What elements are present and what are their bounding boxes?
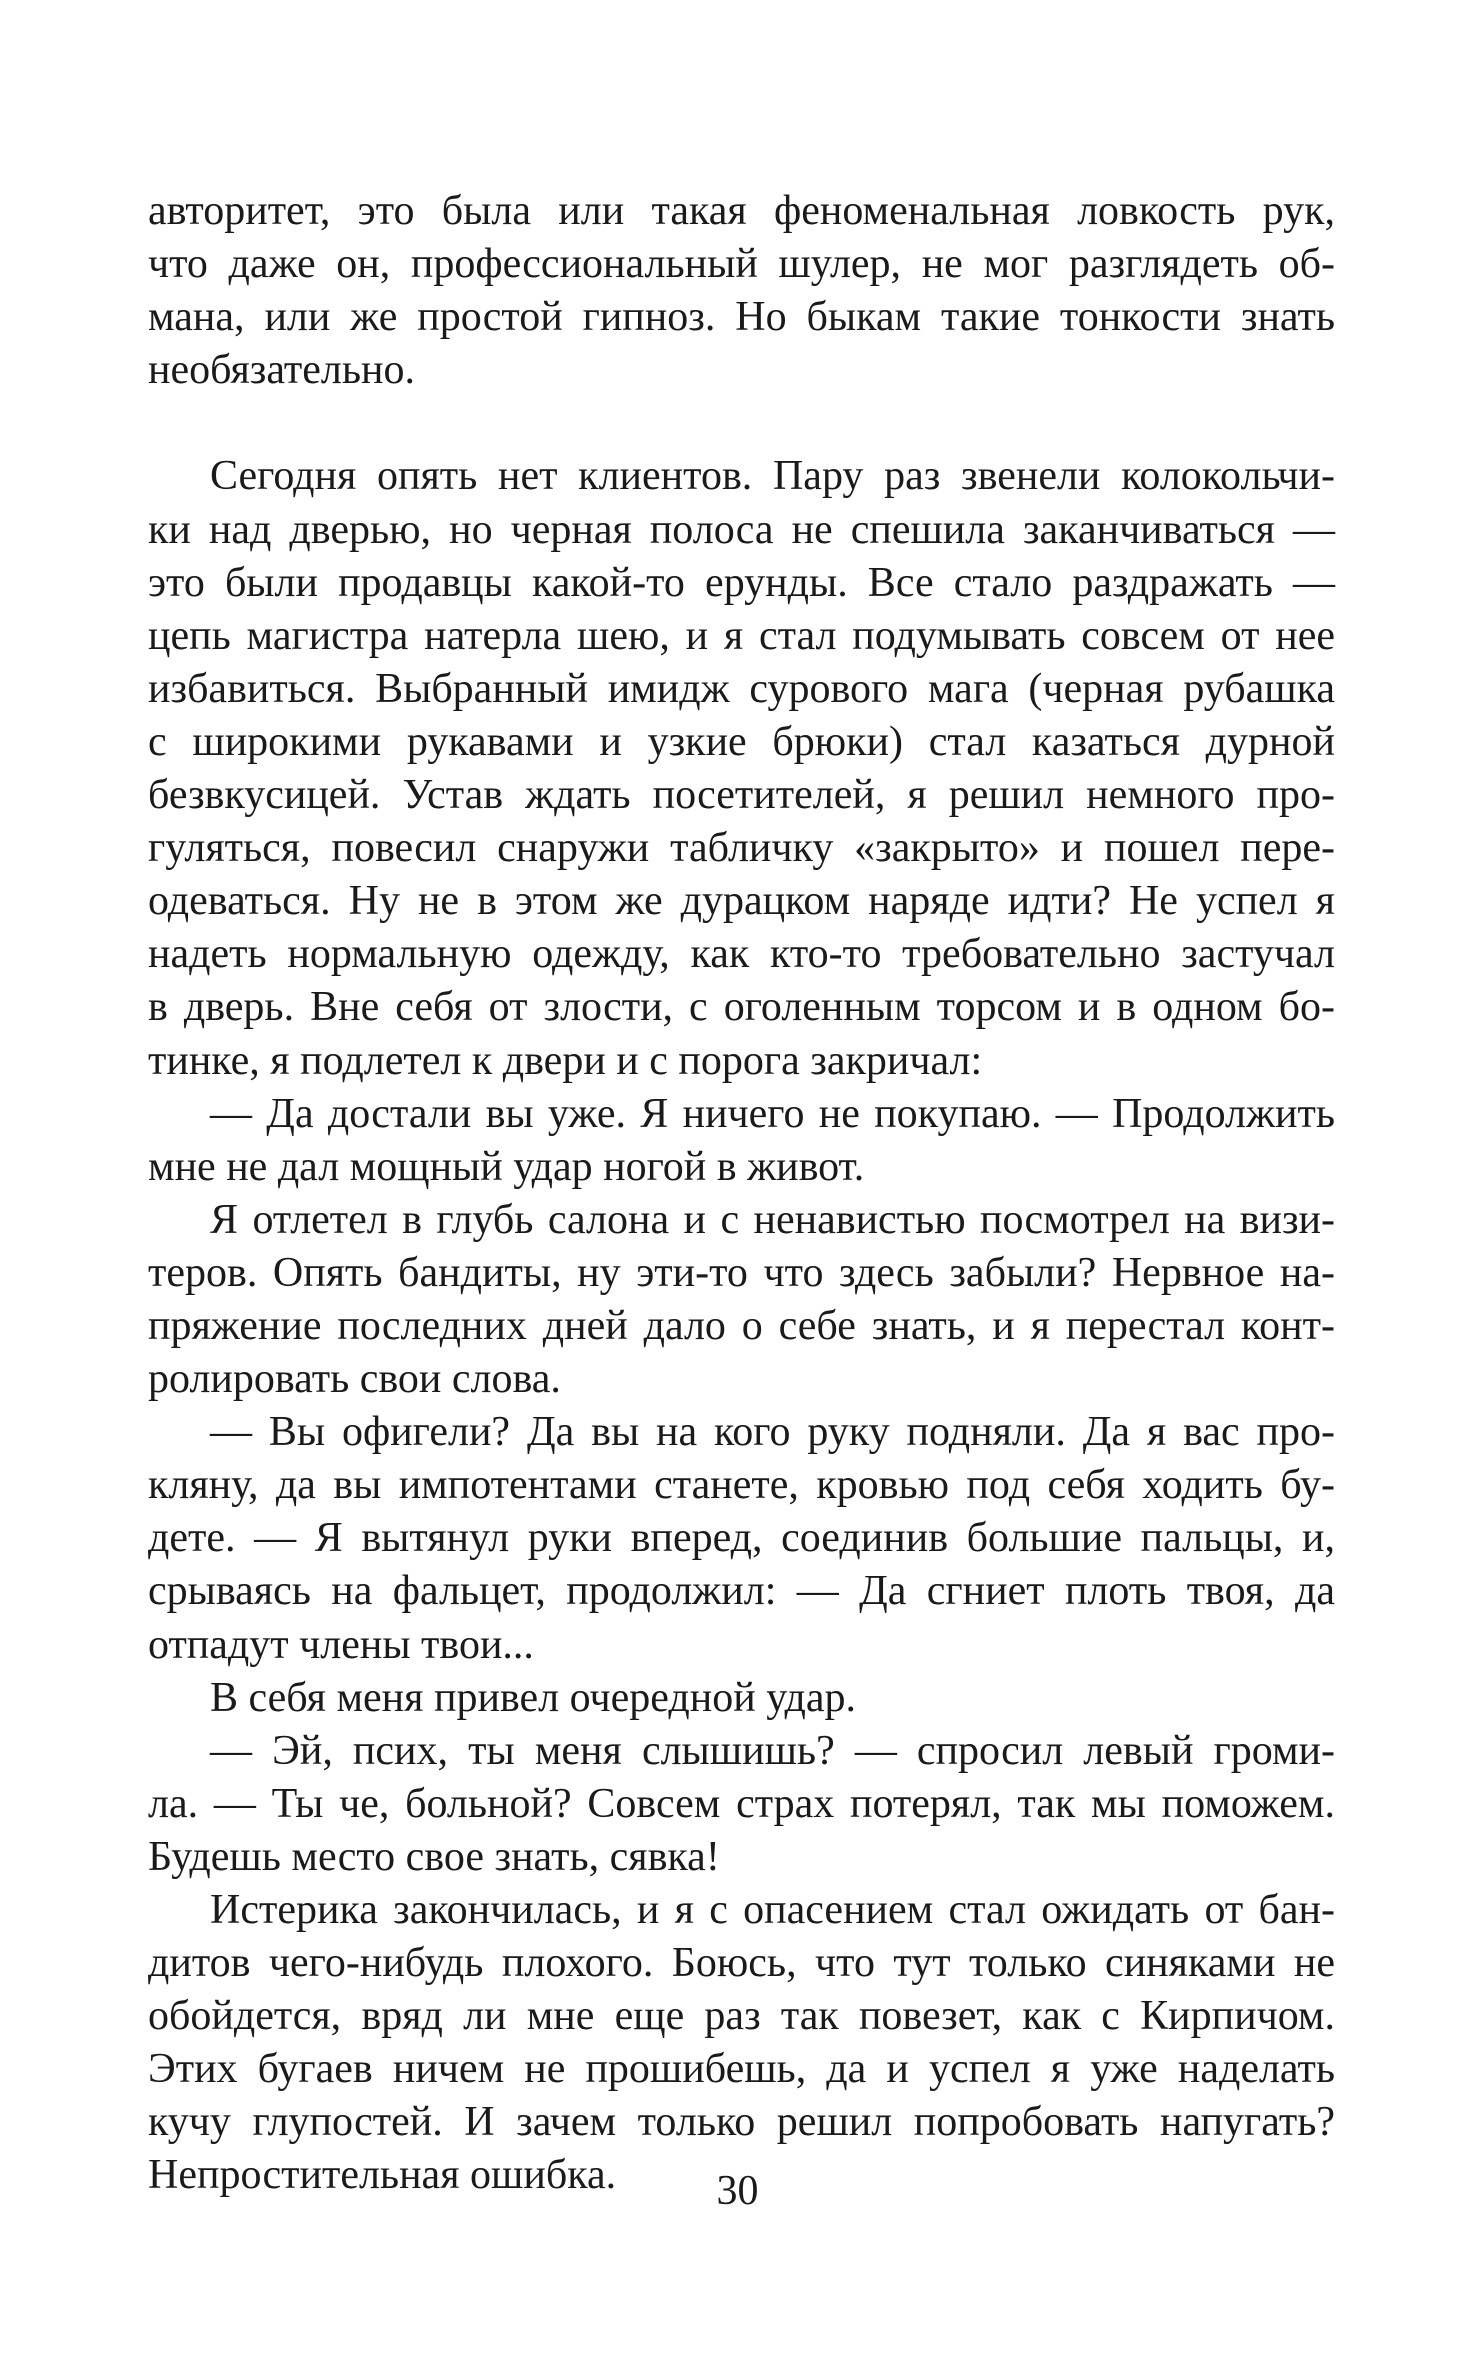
text-line: в дверь. Вне себя от злости, с оголенным торсом и в одном бо- [148, 984, 1335, 1031]
text-line: срываясь на фальцет, продолжил: — Да сгниет плоть твоя, да [148, 1568, 1335, 1615]
text-line: безвкусицей. Устав ждать посетителей, я решил немного про- [148, 772, 1335, 819]
text-line: Будешь место свое знать, сявка! [148, 1833, 720, 1880]
text-line: мне не дал мощный удар ногой в живот. [148, 1143, 865, 1190]
text-line: — Вы офигели? Да вы на кого руку подняли. Да я вас про- [210, 1409, 1335, 1456]
text-line: Истерика закончилась, и я с опасением стал ожидать от бан- [210, 1887, 1335, 1933]
text-line: Сегодня опять нет клиентов. Пару раз звенели колокольчи- [210, 453, 1335, 500]
text-line: пряжение последних дней дало о себе знать, и я перестал конт- [148, 1302, 1335, 1349]
text-line: кляну, да вы импотентами станете, кровью под себя ходить бу- [148, 1462, 1335, 1509]
text-line: ки над дверью, но черная полоса не спешила заканчиваться — [148, 506, 1335, 553]
text-line: избавиться. Выбранный имидж сурового мага (черная рубашка [148, 665, 1335, 712]
text-line: теров. Опять бандиты, ну эти-то что здесь забыли? Нервное на- [148, 1249, 1335, 1296]
text-line: — Эй, псих, ты меня слышишь? — спросил левый громи- [210, 1727, 1335, 1774]
text-line: одеваться. Ну не в этом же дурацком наряде идти? Не успел я [148, 878, 1335, 925]
text-line: ролировать свои слова. [148, 1356, 561, 1403]
section-break [148, 397, 1335, 450]
text-line: — Да достали вы уже. Я ничего не покупаю. — Продолжить [210, 1090, 1335, 1137]
page-number: 30 [716, 2168, 759, 2214]
text-line: Я отлетел в глубь салона и с ненавистью посмотрел на визи- [210, 1196, 1335, 1243]
text-line: отпадут члены твои... [148, 1621, 534, 1668]
text-line: В себя меня привел очередной удар. [210, 1674, 857, 1721]
text-line: необязательно. [148, 347, 415, 394]
text-line: это были продавцы какой-то ерунды. Все стало раздражать — [148, 559, 1335, 606]
text-line: Непростительная ошибка. [148, 2152, 617, 2199]
text-line: Этих бугаев ничем не прошибешь, да и успел я уже наделать [148, 2046, 1335, 2093]
text-line: с широкими рукавами и узкие брюки) стал казаться дурной [148, 718, 1335, 765]
text-line: мана, или же простой гипноз. Но быкам такие тонкости знать [148, 294, 1335, 341]
text-line: обойдется, вряд ли мне еще раз так повезет, как с Кирпичом. [148, 1993, 1335, 2040]
text-line: ла. — Ты че, больной? Совсем страх потерял, так мы поможем. [148, 1780, 1335, 1827]
text-line: дитов чего-нибудь плохого. Боюсь, что тут только синяками не [148, 1940, 1335, 1987]
text-line: дете. — Я вытянул руки вперед, соединив большие пальцы, и, [148, 1515, 1335, 1562]
body-text [148, 185, 1335, 2203]
text-line: что даже он, профессиональный шулер, не мог разглядеть об- [148, 241, 1335, 288]
text-line: тинке, я подлетел к двери и с порога закричал: [148, 1037, 983, 1084]
text-line: цепь магистра натерла шею, и я стал подумывать совсем от нее [148, 612, 1335, 659]
text-line: авторитет, это была или такая феноменальная ловкость рук, [148, 188, 1335, 234]
text-line: кучу глупостей. И зачем только решил попробовать напугать? [148, 2099, 1335, 2146]
text-line: надеть нормальную одежду, как кто-то требовательно застучал [148, 931, 1335, 978]
text-line: гуляться, повесил снаружи табличку «закрыто» и пошел пере- [148, 825, 1335, 872]
